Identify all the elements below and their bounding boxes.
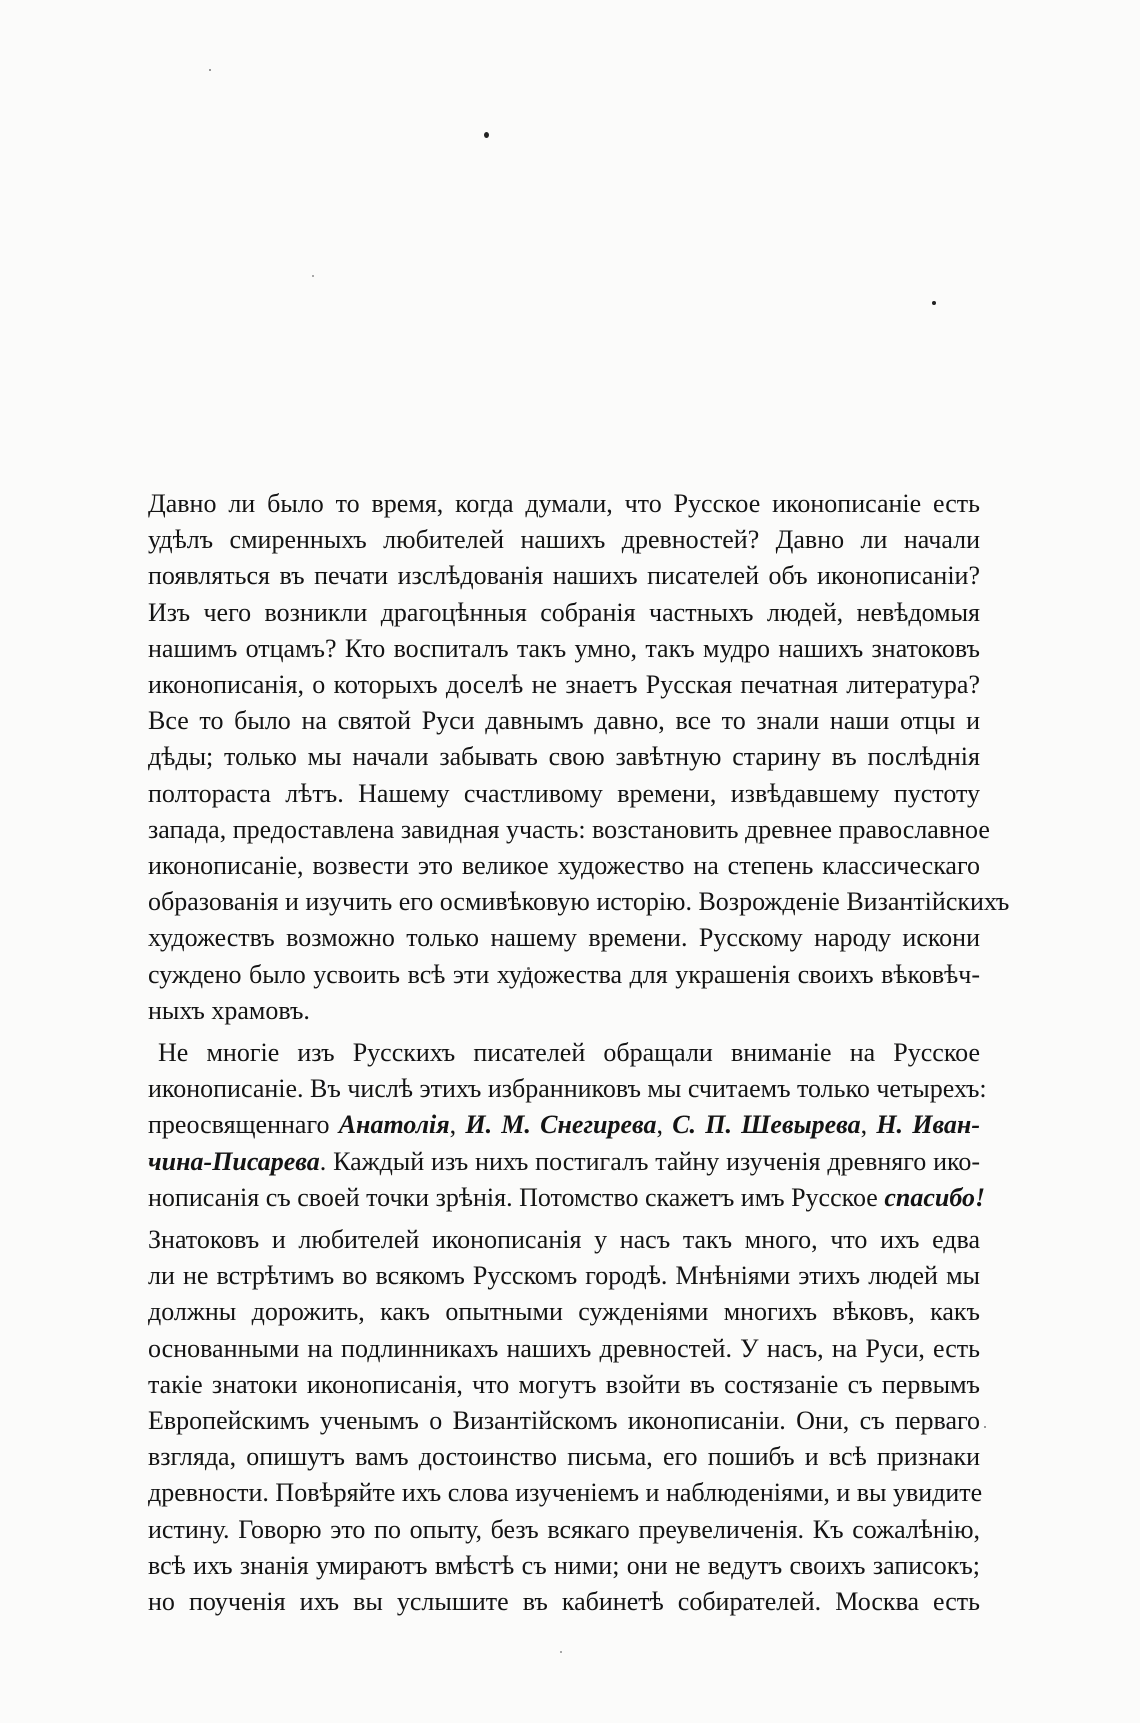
text-line: появляться въ печати изслѣдованія нашихъ писателей объ иконописаніи? xyxy=(148,561,980,591)
print-speck xyxy=(560,1651,562,1653)
text-span: , xyxy=(656,1110,673,1140)
text-line: должны дорожить, какъ опытными сужденіями многихъ вѣковъ, какъ xyxy=(148,1297,980,1327)
text-span: , xyxy=(449,1110,466,1140)
text-line: Давно ли было то время, когда думали, что Русское иконописаніе есть xyxy=(148,489,980,518)
text-line: Знатоковъ и любителей иконописанія у насъ такъ много, что ихъ едва xyxy=(148,1225,980,1255)
print-speck xyxy=(209,69,211,71)
text-line: но поученія ихъ вы услышите въ кабинетѣ собирателей. Москва есть xyxy=(148,1587,980,1617)
text-line: иконописанія, о которыхъ доселѣ не знаетъ Русская печатная литература? xyxy=(148,670,980,700)
author-name: Анатолія xyxy=(338,1110,450,1140)
text-line: ли не встрѣтимъ во всякомъ Русскомъ городѣ. Мнѣніями этихъ людей мы xyxy=(148,1261,980,1291)
text-line: древности. Повѣряйте ихъ слова изученіемъ и наблюденіями, и вы увидите xyxy=(148,1478,983,1508)
text-line: ныхъ храмовъ. xyxy=(148,995,310,1025)
text-line: Изъ чего возникли драгоцѣнныя собранія частныхъ людей, невѣдомыя xyxy=(148,597,980,627)
text-line: Европейскимъ ученымъ о Византійскомъ иконописаніи. Они, съ перваго xyxy=(148,1406,980,1436)
author-name: С. П. Шевырева xyxy=(672,1110,861,1140)
text-line: запада, предоставлена завидная участь: возстановить древнее православное xyxy=(148,814,990,844)
paragraph-3 xyxy=(148,1222,983,1620)
text-span: , xyxy=(860,1110,877,1140)
text-line: дѣды; только мы начали забывать свою завѣтную старину въ послѣднія xyxy=(148,742,980,772)
text-line xyxy=(148,1107,980,1143)
text-line: всѣ ихъ знанія умираютъ вмѣстѣ съ ними; они не ведутъ своихъ записокъ; xyxy=(148,1550,980,1580)
text-span: . Каждый изъ нихъ постигалъ тайну изученія древняго ико- xyxy=(319,1146,980,1176)
text-line: такіе знатоки иконописанія, что могутъ взойти въ состязаніе съ первымъ xyxy=(148,1369,980,1399)
text-line: Не многіе изъ Русскихъ писателей обращали вниманіе на Русское xyxy=(158,1038,980,1068)
text-line xyxy=(148,1144,980,1180)
author-name: И. М. Снегирева xyxy=(465,1110,657,1140)
emphasis: спасибо! xyxy=(884,1182,986,1212)
text-line: иконописаніе. Въ числѣ этихъ избранниковъ мы считаемъ только четырехъ: xyxy=(148,1074,987,1104)
paragraph-2 xyxy=(148,1035,987,1216)
author-name: Н. Иван- xyxy=(876,1110,980,1140)
body-text xyxy=(148,486,1010,1626)
print-speck xyxy=(984,1426,986,1428)
text-line: иконописаніе, возвести это великое художество на степень классическаго xyxy=(148,851,980,881)
paragraph-1 xyxy=(148,486,1010,1029)
text-line xyxy=(148,1180,986,1216)
text-span: преосвященнаго xyxy=(148,1110,339,1140)
print-speck xyxy=(484,132,489,138)
text-line: Все то было на святой Руси давнымъ давно, все то знали наши отцы и xyxy=(148,706,980,736)
text-line: истину. Говорю это по опыту, безъ всякаго преувеличенія. Къ сожалѣнію, xyxy=(148,1514,980,1544)
text-line: основанными на подлинникахъ нашихъ древностей. У насъ, на Руси, есть xyxy=(148,1333,980,1363)
text-line: полтораста лѣтъ. Нашему счастливому времени, извѣдавшему пустоту xyxy=(148,778,980,808)
text-line: взгляда, опишутъ вамъ достоинство письма, его пошибъ и всѣ признаки xyxy=(148,1442,980,1472)
print-speck xyxy=(312,275,314,277)
text-span: нописанія съ своей точки зрѣнія. Потомство скажетъ имъ Русское xyxy=(148,1182,885,1212)
text-line: суждено было усвоить всѣ эти художества для украшенія своихъ вѣковѣч- xyxy=(148,959,980,989)
text-line: художествъ возможно только нашему времени. Русскому народу искони xyxy=(148,923,980,953)
text-line: нашимъ отцамъ? Кто воспиталъ такъ умно, такъ мудро нашихъ знатоковъ xyxy=(148,633,980,663)
author-name: чина-Писарева xyxy=(148,1146,320,1176)
text-line: удѣлъ смиренныхъ любителей нашихъ древностей? Давно ли начали xyxy=(148,525,980,555)
text-line: образованія и изучить его осмивѣковую исторію. Возрожденіе Византійскихъ xyxy=(148,887,1010,917)
print-speck xyxy=(932,301,936,305)
